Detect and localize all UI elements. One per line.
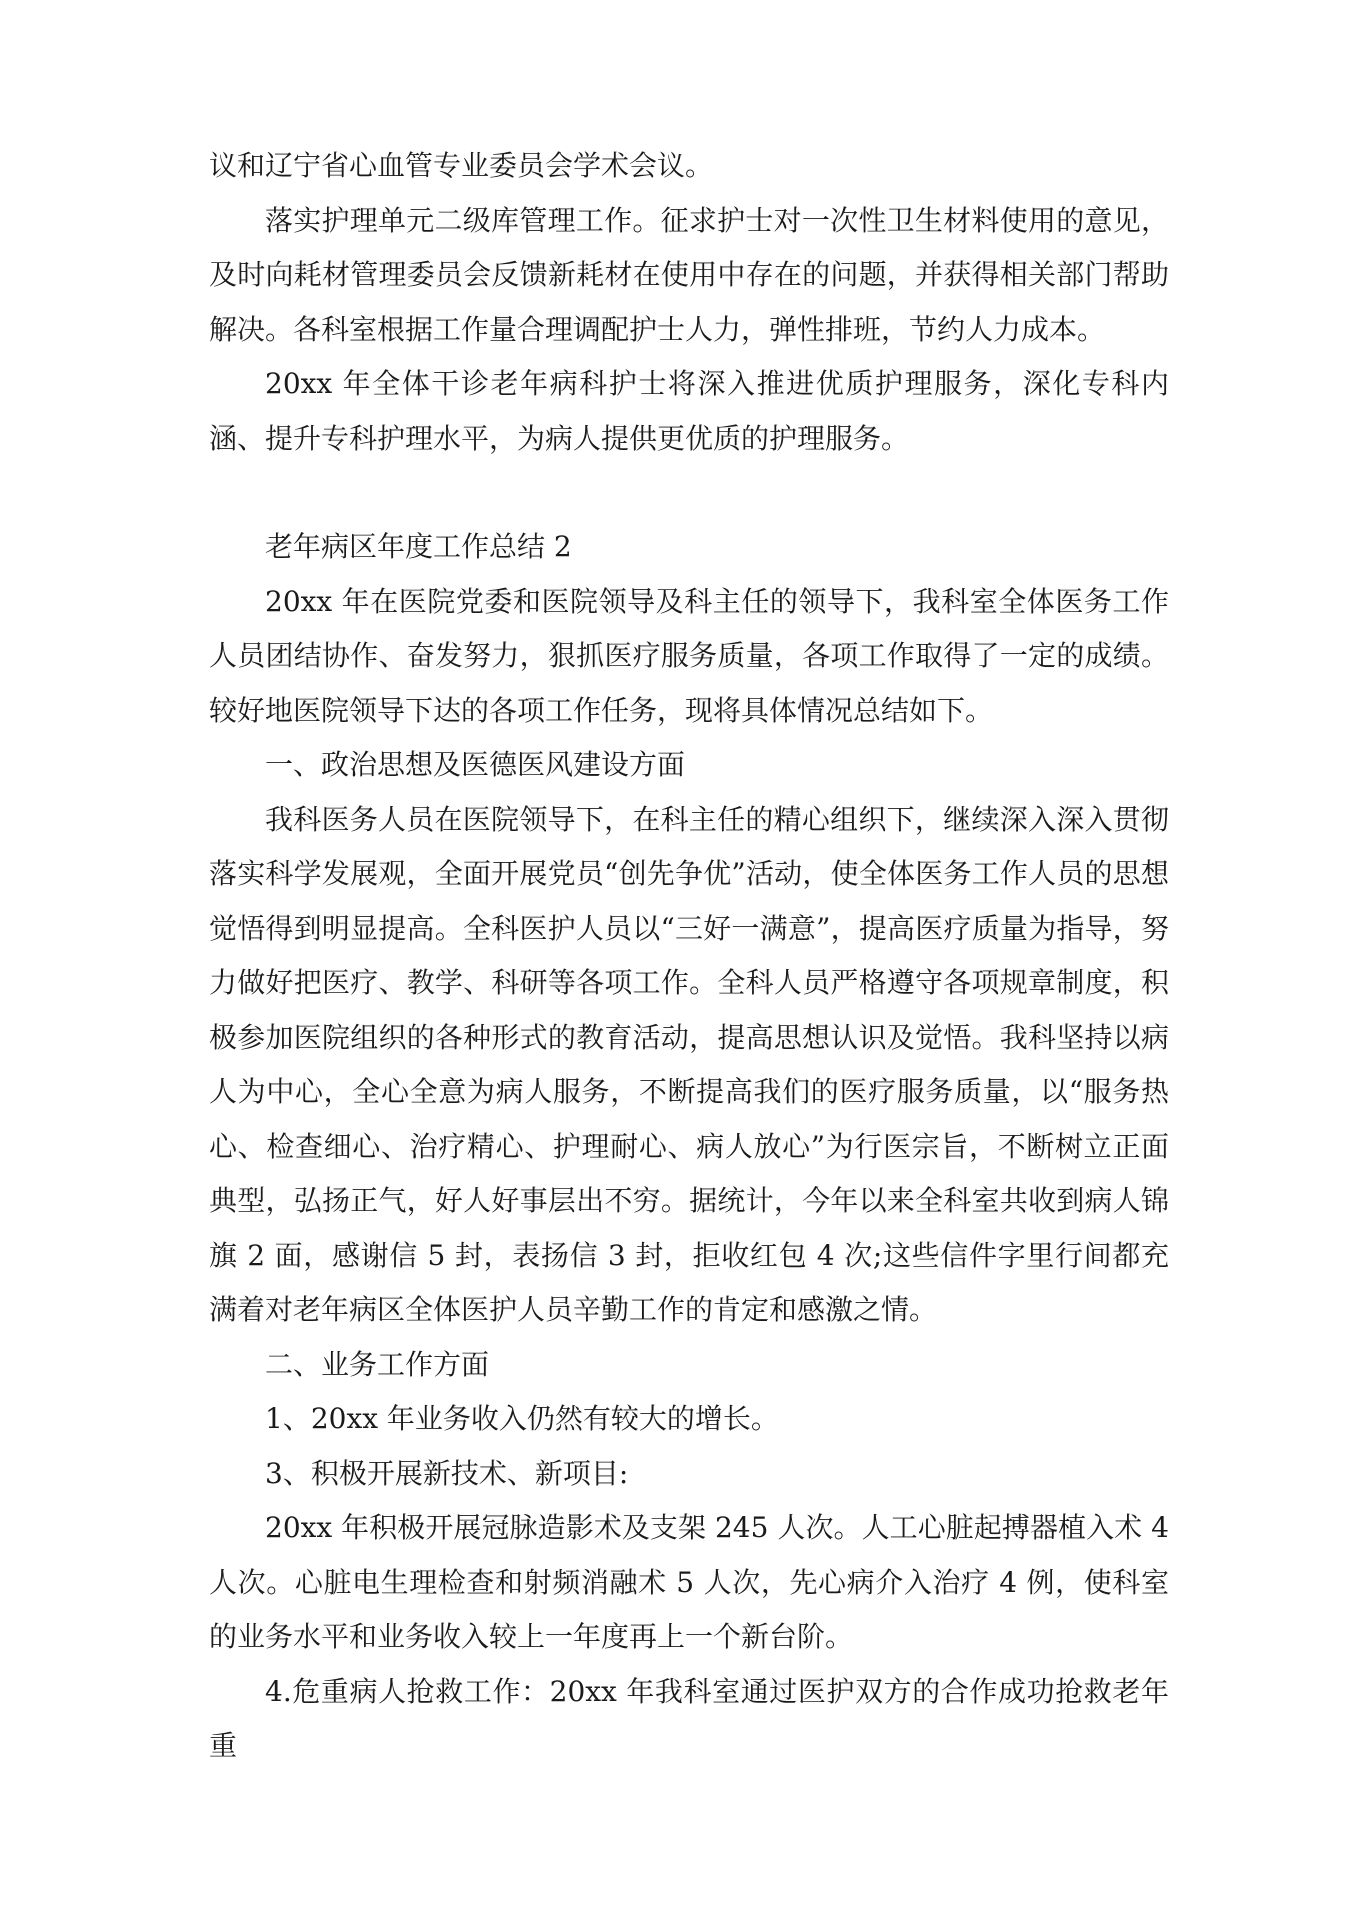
paragraph-continued: 议和辽宁省心血管专业委员会学术会议。 bbox=[209, 149, 714, 182]
document-body bbox=[209, 139, 1169, 1774]
section-title: 老年病区年度工作总结 2 bbox=[265, 530, 572, 563]
paragraph-nursing-plan: 20xx 年全体干诊老年病科护士将深入推进优质护理服务，深化专科内涵、提升专科护理水平，为病人提供更优质的护理服务。 bbox=[209, 367, 1169, 455]
section-gap bbox=[209, 466, 1169, 520]
heading-political-ethics: 一、政治思想及医德医风建设方面 bbox=[265, 748, 686, 781]
paragraph-intro: 20xx 年在医院党委和医院领导及科主任的领导下，我科室全体医务工作人员团结协作、奋发努力，狠抓医疗服务质量，各项工作取得了一定的成绩。较好地医院领导下达的各项工作任务，现将具体情况总结如下。 bbox=[209, 584, 1169, 727]
paragraph-inventory-management: 落实护理单元二级库管理工作。征求护士对一次性卫生材料使用的意见，及时向耗材管理委员会反馈新耗材在使用中存在的问题，并获得相关部门帮助解决。各科室根据工作量合理调配护士人力，弹性排班，节约人力成本。 bbox=[209, 203, 1169, 346]
list-item-3: 3、积极开展新技术、新项目: bbox=[265, 1456, 629, 1490]
paragraph-emergency-rescue: 4.危重病人抢救工作：20xx 年我科室通过医护双方的合作成功抢救老年重 bbox=[209, 1674, 1169, 1762]
paragraph-new-techniques: 20xx 年积极开展冠脉造影术及支架 245 人次。人工心脏起搏器植入术 4 人次。心脏电生理检查和射频消融术 5 人次，先心病介入治疗 4 例，使科室的业务水平和业务收入较上一年度再上一个新台阶。 bbox=[209, 1511, 1169, 1653]
paragraph-political-ethics: 我科医务人员在医院领导下，在科主任的精心组织下，继续深入深入贯彻落实科学发展观，全面开展党员“创先争优”活动，使全体医务工作人员的思想觉悟得到明显提高。全科医护人员以“三好一满意”，提高医疗质量为指导，努力做好把医疗、教学、科研等各项工作。全科人员严格遵守各项规章制度，积极参加医院组织的各种形式的教育活动，提高思想认识及觉悟。我科坚持以病人为中心，全心全意为病人服务，不断提高我们的医疗服务质量，以“服务热心、检查细心、治疗精心、护理耐心、病人放心”为行医宗旨，不断树立正面典型，弘扬正气，好人好事层出不穷。据统计，今年以来全科室共收到病人锦旗 2 面，感谢信 5 封，表扬信 3 封，拒收红包 4 次;这些信件字里行间都充满着对老年病区全体医护人员辛勤工作的肯定和感激之情。 bbox=[209, 802, 1169, 1326]
list-item-1: 1、20xx 年业务收入仍然有较大的增长。 bbox=[265, 1402, 779, 1435]
heading-business-work: 二、业务工作方面 bbox=[265, 1347, 490, 1381]
